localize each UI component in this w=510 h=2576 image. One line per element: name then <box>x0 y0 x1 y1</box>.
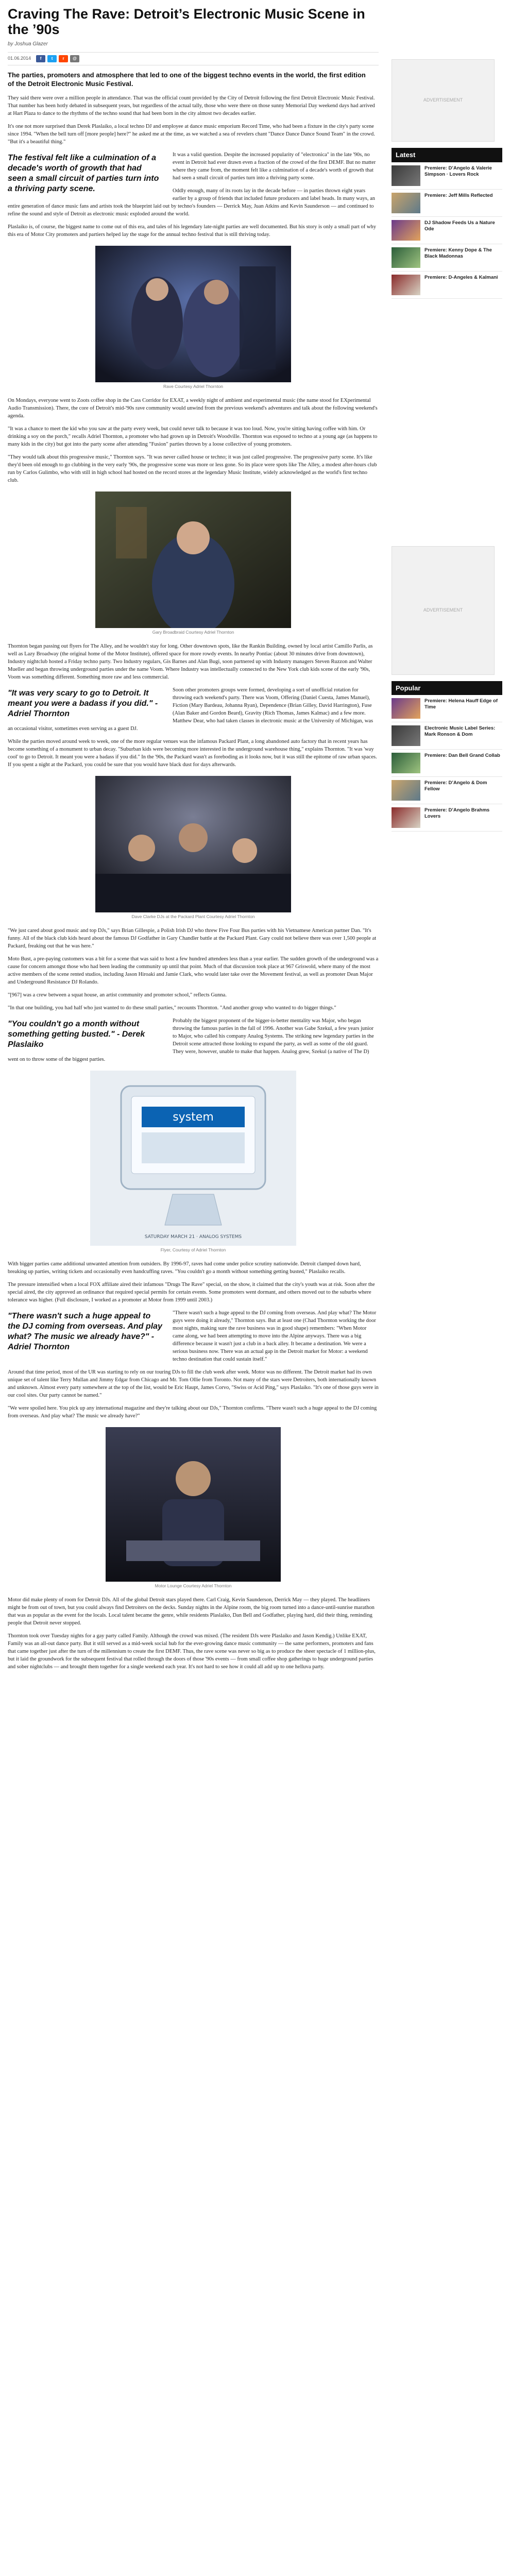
article-title: Craving The Rave: Detroit’s Electronic Music Scene in the ’90s <box>8 6 365 37</box>
paragraph: "There wasn't such a huge appeal to the DJ coming from overseas. And play what? The Motor guys were doing it already," Thornton says. But at least one (Chad Thornton working the door most nights, making sure the rave business was in good shape) remembers: "When Motor came along, we had been attempting to move into the Alpine anyways. There was a big difference because it wasn't just a club in a back alley. It became a destination. We were a serious business now. There was an actual gap in the Detroit market for Motor: a weekend techno destination that could sustain itself." <box>173 1310 377 1362</box>
page-footer-space <box>8 1676 502 1697</box>
latest-header: Latest <box>392 148 502 162</box>
pull-quote: "It was very scary to go to Detroit. It meant you were a badass if you did." - Adriel Thornton <box>8 689 158 718</box>
motor-photo <box>106 1427 281 1582</box>
reddit-share-icon[interactable]: r <box>59 55 68 62</box>
latest-item-title: Premiere: D-Angeles & Kalmani <box>424 274 498 280</box>
photo-caption: Dave Clarke DJs at the Packard Plant Courtesy Adriel Thornton <box>131 914 255 919</box>
paragraph: "[967] was a crew between a squat house, an artist community and promoter school," reflects Gunna. <box>8 992 227 998</box>
popular-thumbnail <box>392 725 420 746</box>
sidebar <box>392 53 502 832</box>
paragraph: "In that one building, you had half who just wanted to do these small parties," recounts Thornton. "And another group who wanted to do bigger things." <box>8 1005 336 1011</box>
flyer-footer-text: SATURDAY MARCH 21 · ANALOG SYSTEMS <box>144 1234 242 1240</box>
article-body <box>8 52 379 1676</box>
latest-thumbnail <box>392 220 420 241</box>
gary-photo <box>95 492 291 628</box>
paragraph: They said there were over a million people in attendance. That was the official count provided by the City of Detroit following the first Detroit Electronic Music Festival. That number has been hotly debated in subsequent years, but regardless of the actual tally, those who were there on those sunny Memorial Day weekend days had arrived at Hart Plaza to dance to the rhythms of the techno sound that had been born in the city almost two decades earlier. <box>8 95 375 116</box>
photo-figure <box>8 1427 379 1589</box>
system-flyer-image <box>90 1071 296 1246</box>
photo-caption: Flyer, Courtesy of Adriel Thornton <box>160 1247 226 1252</box>
popular-thumbnail <box>392 698 420 719</box>
popular-item[interactable] <box>392 750 502 777</box>
paragraph: "We just cared about good music and top DJs," says Brian Gillespie, a Polish Irish DJ who threw Five Four Bus parties with his Vietnamese American partner Dan. "It's funny. All of the black club kids heard about the famous DJ Godfather in Gary Chandler battle at the Packard Plant. Gary could not believe there was over 1,500 people at Packard, freaking out that he was here." <box>8 928 377 949</box>
paragraph: On Mondays, everyone went to Zoots coffee shop in the Cass Corridor for EXAT, a weekly night of ambient and experimental music (the name stood for EXperimental Audio Transmission). There, the core of Detroit's mid-'90s rave community would unwind from the previous weekend's adventures and talk about the following weekend's agenda. <box>8 398 378 419</box>
paragraph: Moto Bust, a pre-paying customers was a bit for a scene that was said to host a few hundred attendees less than a year earlier. The sudden growth of the underground was a cause for concern amongst those who had been leading the community up until that point. Much of that discussion took place at 967 Griswold, where many of the most active members of the scene rented studios, including Jason Hiroaki and Jamie Clark, who would later take over the Movement festival, as well as promoter Dean Major and Underground Resistance DJ Rolando. <box>8 956 379 985</box>
dj-portrait-image <box>95 492 291 628</box>
popular-item-title: Premiere: Helena Hauff Edge of Time <box>424 698 498 710</box>
popular-thumbnail <box>392 753 420 773</box>
latest-thumbnail <box>392 193 420 213</box>
popular-item[interactable] <box>392 804 502 832</box>
twitter-share-icon[interactable]: t <box>47 55 57 62</box>
paragraph: Plaslaiko is, of course, the biggest name to come out of this era, and tales of his legendary late-night parties are well documented. But his story is only a small part of why this era of Motor City promoters and partiers helped lay the stage for the annual techno festival that is still thriving today. <box>8 224 376 238</box>
paragraph: Thornton took over Tuesday nights for a gay party called Family. Although the crowd was mixed. (The resident DJs were Plaslaiko and Jason Kendig.) Unlike EXAT, Family was an all-out dance party. But it still served as a mid-week social hub for the ever-growing dance music community — the same performers, promoters and fans that came together just after the turn of the millennium to create the first DEMF. Thus, the rave scene was never so big as to produce the sheer spectacle of 1 million-plus, but it laid the groundwork for the subsequent festival that rolled through the doors of those '90s events — from small coffee shop gatherings to huge underground parties and sober nightclubs — and brought them together for a single weekend each year. It's not hard to see how it could all add up to one helluva party. <box>8 1633 376 1670</box>
popular-item[interactable] <box>392 722 502 750</box>
latest-item-title: Premiere: D’Angelo & Valerie Simpson · Lovers Rock <box>424 165 492 177</box>
flyer-photo <box>90 1071 296 1246</box>
popular-item-title: Electronic Music Label Series: Mark Ronson & Dom <box>424 725 496 737</box>
page <box>8 0 502 1697</box>
latest-item[interactable] <box>392 272 502 299</box>
popular-item[interactable] <box>392 777 502 804</box>
paragraph: While the parties moved around week to week, one of the more regular venues was the infamous Packard Plant, a long abandoned auto factory that in recent years has become something of a monument to urban decay. "Suburban kids were becoming more interested in the underground warehouse thing," explains Thornton. "It was 'way cool' to go to Detroit. It meant you were a badass if you did." In the '90s, the Packard wasn't as foreboding as it looks now, but it was still the epitome of raw urban spaces. If you spent a night at the Packard, you could be sure that you would have black dust for days afterwards. <box>8 739 377 768</box>
rave-photo <box>95 246 291 382</box>
photo-figure <box>8 492 379 635</box>
article-header <box>8 0 502 52</box>
latest-item[interactable] <box>392 190 502 217</box>
ad-slot[interactable]: ADVERTISEMENT <box>392 59 495 142</box>
pull-quote: "You couldn't go a month without something getting busted." - Derek Plaslaiko <box>8 1020 145 1049</box>
ad-slot[interactable]: ADVERTISEMENT <box>392 546 495 675</box>
paragraph: Soon other promoters groups were formed, developing a sort of unofficial rotation for throwing each weekend's party. There was Voom, Offering (Daniel Cuesta, James Manuel), Fiction (Mary Bardeau, Johanna Ryan), Dependence (Brian Gilley, David Harrington), Fuse (Alan Baker and Gordon Beard), Gravity (Rich Thomas, James Kalmac) and a few more. Matthew Dear, who had taken classes in electronic music at the University of Michigan, was an occasional visitor, sometimes even serving as a guest DJ. <box>8 687 373 732</box>
packard-party-image <box>95 776 291 912</box>
paragraph: Motor did make plenty of room for Detroit DJs. All of the global Detroit stars played there. Carl Craig, Kevin Saunderson, Derrick May — they played. The headliners might be from out of town, but you could always find Detroiters on the decks. Sunday nights in the Alpine room, the big room turned into a dance-until-sunrise marathon that was as popular as the event for the locals. Local talent became the genre, while residents Plaslaiko, Dan Bell and Godfather, playing hard, did their thing, reminding people that Detroit never stopped. <box>8 1597 375 1626</box>
latest-thumbnail <box>392 247 420 268</box>
popular-header: Popular <box>392 681 502 696</box>
popular-item-title: Premiere: Dan Bell Grand Collab <box>424 753 500 758</box>
photo-figure <box>8 1071 379 1253</box>
paragraph: Probably the biggest proponent of the bigger-is-better mentality was Major, who began throwing the famous parties in the fall of 1996. Another was Gabe Szekul, a few years junior to Major, who called his company Analog Systems. The striking new legendary parties in the Detroit scene attracted those looking to expand the party, as well as some of the old guard. They were, however, unable to make that happen. Analog grew, Szekul (a native of The D) went on to throw some of the biggest parties. <box>8 1018 374 1062</box>
popular-item[interactable] <box>392 695 502 722</box>
article-meta <box>8 52 379 65</box>
paragraph: The pressure intensified when a local FOX affiliate aired their infamous "Drugs The Rave" special, on the show, it claimed that the city's youth was at risk. Soon after the special aired, the city approved an ordinance that required special permits for certain events. Some promoters went dormant, and others moved out to the suburbs where tolerance was higher. (Full disclosure, I worked as a promoter at Motor from 1999 until 2003.) <box>8 1282 375 1303</box>
paragraph: "We were spoiled here. You pick up any international magazine and they're talking about our DJs," Thornton confirms. "There wasn't such a huge appeal to the DJ coming from overseas. And play what? The music we already have?" <box>8 1405 377 1419</box>
paragraph: Thornton began passing out flyers for The Alley, and he wouldn't stay for long. Other downtown spots, like the Rankin Building, owned by local artist Camillo Parlis, as well as Lazy Broadway (the original home of the Motor Institute), offered space for more rowdy events. In nearby Pontiac (about 30 minutes drive from downtown), Industry nightclub hosted a Friday techno party. Two Industry regulars, Gis Barnes and Alan Bugi, soon partnered up with Industry managers Steven Ruzzon and Walter Mueller and began throwing underground parties under the name Voom. Where Industry was intellectually connected to the New York club kids scene of the early '90s, Voom was something different. Something more raw and less commercial. <box>8 643 373 680</box>
paragraph: "It was a chance to meet the kid who you saw at the party every week, but could never talk to because it was too loud. Now, you're sitting having coffee with him. Or drinking a soy on the porch," recalls Adriel Thornton, a promoter who had grown up in Detroit's Woodville. Thornton was exposed to techno at a young age (as happens to many kids in the city) but got into the party scene after attending "Fusion" parties thrown by a loose collective of young promoters. <box>8 426 378 447</box>
article-dek: The parties, promoters and atmosphere that led to one of the biggest techno events in the world, the first edition of the Detroit Electronic Music Festival. <box>8 71 366 88</box>
paragraph: Oddly enough, many of its roots lay in the decade before — in parties thrown eight years earlier by a group of friends that included future producers and label heads. In many ways, an entire generation of dance music fans and artists took the blueprint laid out by techno's founders — Derrick May, Juan Atkins and Kevin Saunderson — and continued to refine the sound and style of Detroit as electronic music exploded around the world. <box>8 188 376 217</box>
packard-photo <box>95 776 291 912</box>
paragraph: Around that time period, most of the UR was starting to rely on our touring DJs to fill the club week after week. Motor was no different. The Detroit market had its own unique set of talent like Terry Mullan and Jimmy Edgar from Chicago and Mr. Tom Ollie from Toronto. Not many of the stars were Detroiters, both internationally known and unknown. Almost every party somewhere at the top of the list, would be Eric Haupt, James Corvo, "Swiss or Acid Ping," says Plaslaiko. "It's one of those guys were in our cool sites. Our party cannot be named." <box>8 1369 379 1398</box>
photo-figure <box>8 246 379 389</box>
article-date: 01.06.2014 <box>8 56 31 61</box>
email-share-icon[interactable]: @ <box>70 55 79 62</box>
pull-quote: The festival felt like a culmination of a decade's worth of growth that had seen a small circuit of parties turn into a thriving party scene. <box>8 154 159 193</box>
photo-caption: Motor Lounge Courtesy Adriel Thornton <box>155 1583 232 1588</box>
latest-thumbnail <box>392 275 420 295</box>
photo-caption: Rave Courtesy Adriel Thornton <box>163 384 224 389</box>
article-byline: by Joshua Glazer <box>8 41 48 47</box>
photo-figure <box>8 776 379 920</box>
motor-lounge-image <box>106 1427 281 1582</box>
popular-item-title: Premiere: D’Angelo & Dom Fellow <box>424 780 487 792</box>
rave-crowd-image <box>95 246 291 382</box>
popular-thumbnail <box>392 807 420 828</box>
popular-thumbnail <box>392 780 420 801</box>
paragraph: "They would talk about this progressive music," Thornton says. "It was never called house or techno; it was just called progressive. The progressive party scene. It's like they'd been old enough to go clubbing in the very early '90s, the progressive scene was more or less gone. So its place were spots like The Alley, a modest after-hours club run by Carlos Gulimbo, who with still in high school had hosted on the record stores at the legendary Music Institute, widely acknowledged as the world's first techno club. <box>8 454 377 483</box>
latest-item-title: Premiere: Jeff Mills Reflected <box>424 192 493 198</box>
latest-item-title: Premiere: Kenny Dope & The Black Madonnas <box>424 247 492 259</box>
flyer-brand-text: system <box>173 1111 214 1124</box>
latest-item[interactable] <box>392 244 502 272</box>
popular-item-title: Premiere: D’Angelo Brahms Lovers <box>424 807 490 819</box>
latest-item[interactable] <box>392 162 502 190</box>
latest-item[interactable] <box>392 217 502 244</box>
photo-caption: Gary Broadbraid Courtesy Adriel Thornton <box>152 630 234 635</box>
paragraph: It's one not more surprised than Derek Plaslaiko, a local techno DJ and employee at dance music emporium Record Time, who had been a fixture in the city's party scene since 1994. "When the bell turn off [more people] here?" he asked me at the time, as we watched a sea of revelers chant "Dance Dance Dance Sound Team" in the crowd. "But it's a beautiful thing." <box>8 124 375 145</box>
latest-thumbnail <box>392 165 420 186</box>
paragraph: It was a valid question. Despite the increased popularity of "electronica" in the late '90s, no event in Detroit had ever drawn even a fraction of the crowd of the first DEMF. But no matter where they came from, the moment felt like a culmination of a decade's worth of growth that had seen a small circuit of parties turn into a thriving party scene. <box>173 152 376 181</box>
facebook-share-icon[interactable]: f <box>36 55 45 62</box>
share-bar <box>36 55 79 62</box>
paragraph: With bigger parties came additional unwanted attention from outsiders. By 1996-97, raves had come under police scrutiny nationwide. Detroit clamped down hard, breaking up parties, writing tickets and occasionally even handcuffing raves. "You couldn't go a month without something getting busted," Plaslaiko recalls. <box>8 1261 361 1275</box>
latest-item-title: DJ Shadow Feeds Us a Nature Ode <box>424 219 495 232</box>
pull-quote: "There wasn't such a huge appeal to the DJ coming from overseas. And play what? The music we already have?" - Adriel Thornton <box>8 1312 162 1351</box>
